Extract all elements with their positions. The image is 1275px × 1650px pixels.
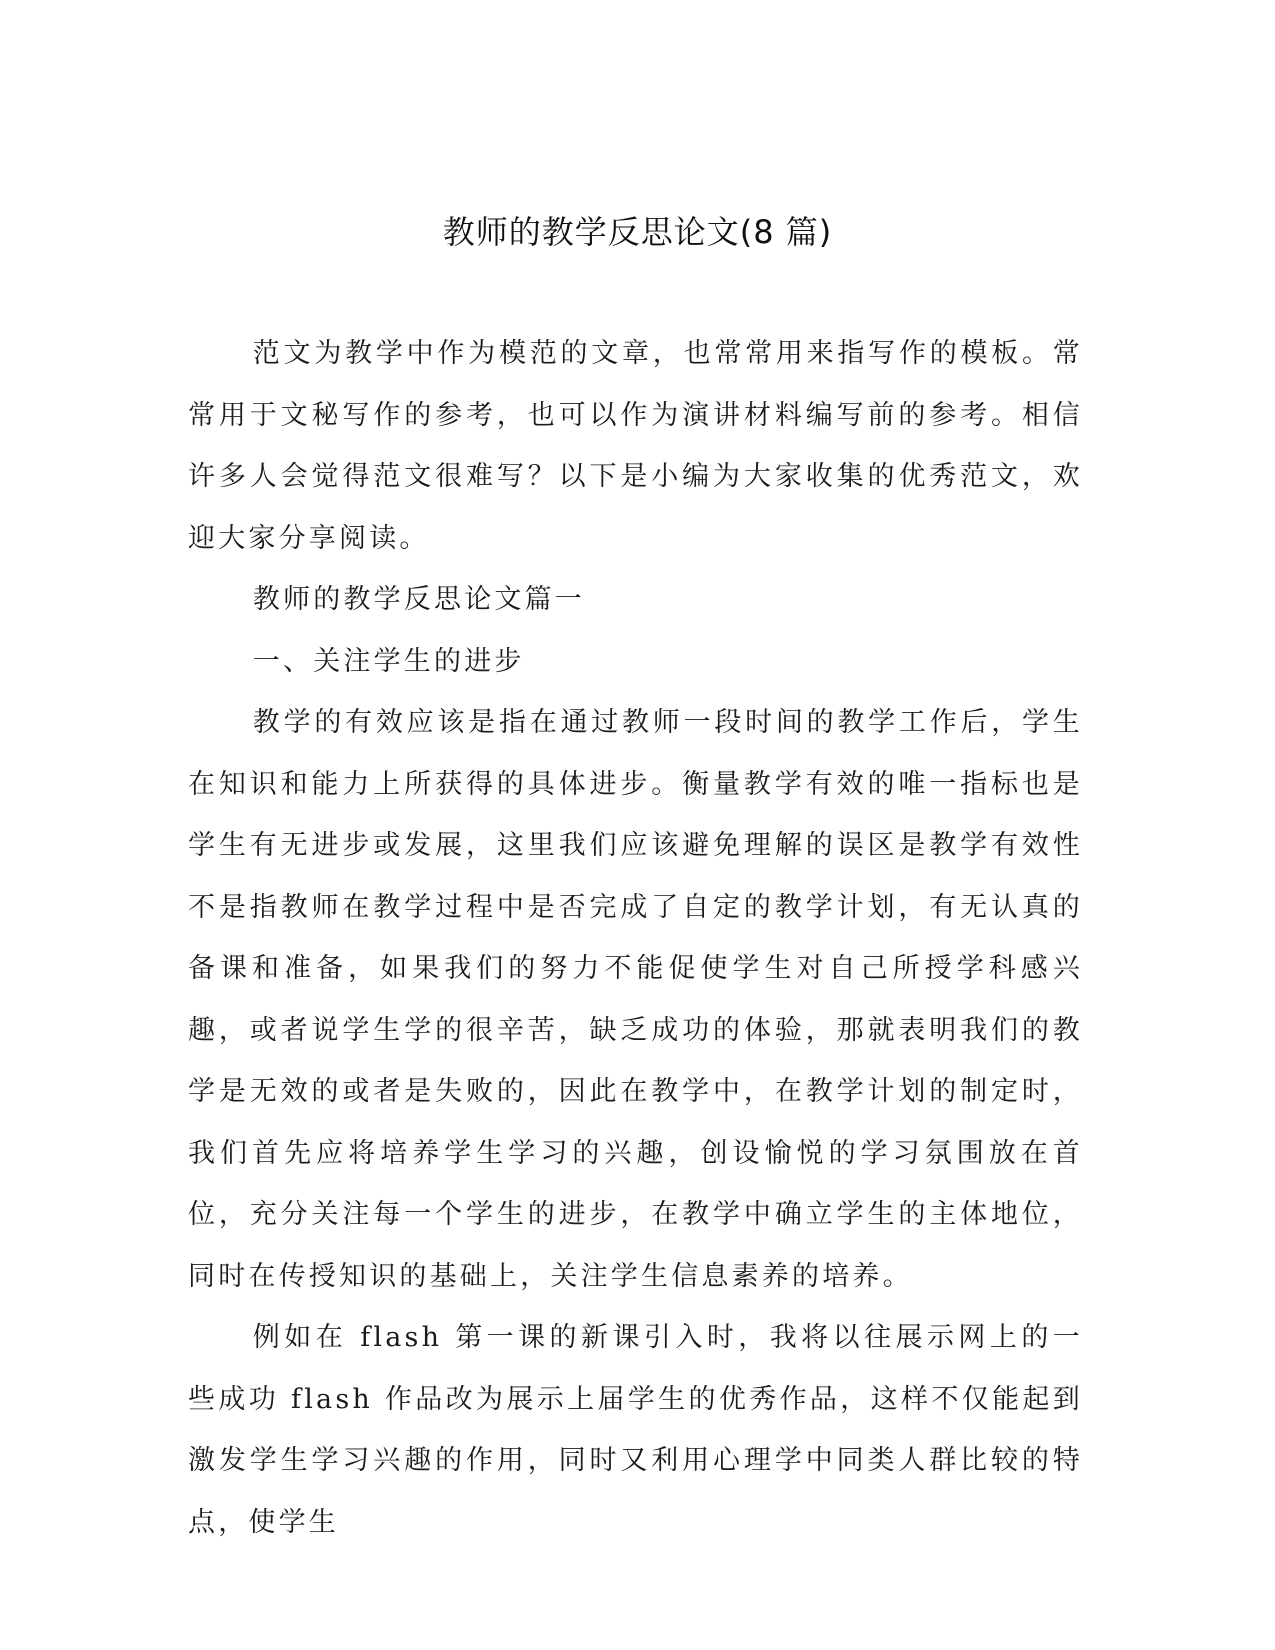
- intro-paragraph: 范文为教学中作为模范的文章，也常常用来指写作的模板。常常用于文秘写作的参考，也可以作为演讲材料编写前的参考。相信许多人会觉得范文很难写？以下是小编为大家收集的优秀范文，欢迎大家分享阅读。: [188, 338, 1083, 554]
- subsection-heading: 一、关注学生的进步: [252, 645, 525, 677]
- body-paragraph: 例如在 flash 第一课的新课引入时，我将以往展示网上的一些成功 flash 作品改为展示上届学生的优秀作品，这样不仅能起到激发学生学习兴趣的作用，同时又利用心理学中同类人群比较的特点，使学生: [188, 1322, 1083, 1538]
- document-title: 教师的教学反思论文(8 篇): [442, 213, 833, 251]
- document-body: [188, 323, 1083, 1553]
- body-paragraph: 教学的有效应该是指在通过教师一段时间的教学工作后，学生在知识和能力上所获得的具体进步。衡量教学有效的唯一指标也是学生有无进步或发展，这里我们应该避免理解的误区是教学有效性不是指教师在教学过程中是否完成了自定的教学计划，有无认真的备课和准备，如果我们的努力不能促使学生对自己所授学科感兴趣，或者说学生学的很辛苦，缺乏成功的体验，那就表明我们的教学是无效的或者是失败的，因此在教学中，在教学计划的制定时，我们首先应将培养学生学习的兴趣，创设愉悦的学习氛围放在首位，充分关注每一个学生的进步，在教学中确立学生的主体地位，同时在传授知识的基础上，关注学生信息素养的培养。: [188, 707, 1083, 1292]
- section-heading: 教师的教学反思论文篇一: [252, 584, 585, 615]
